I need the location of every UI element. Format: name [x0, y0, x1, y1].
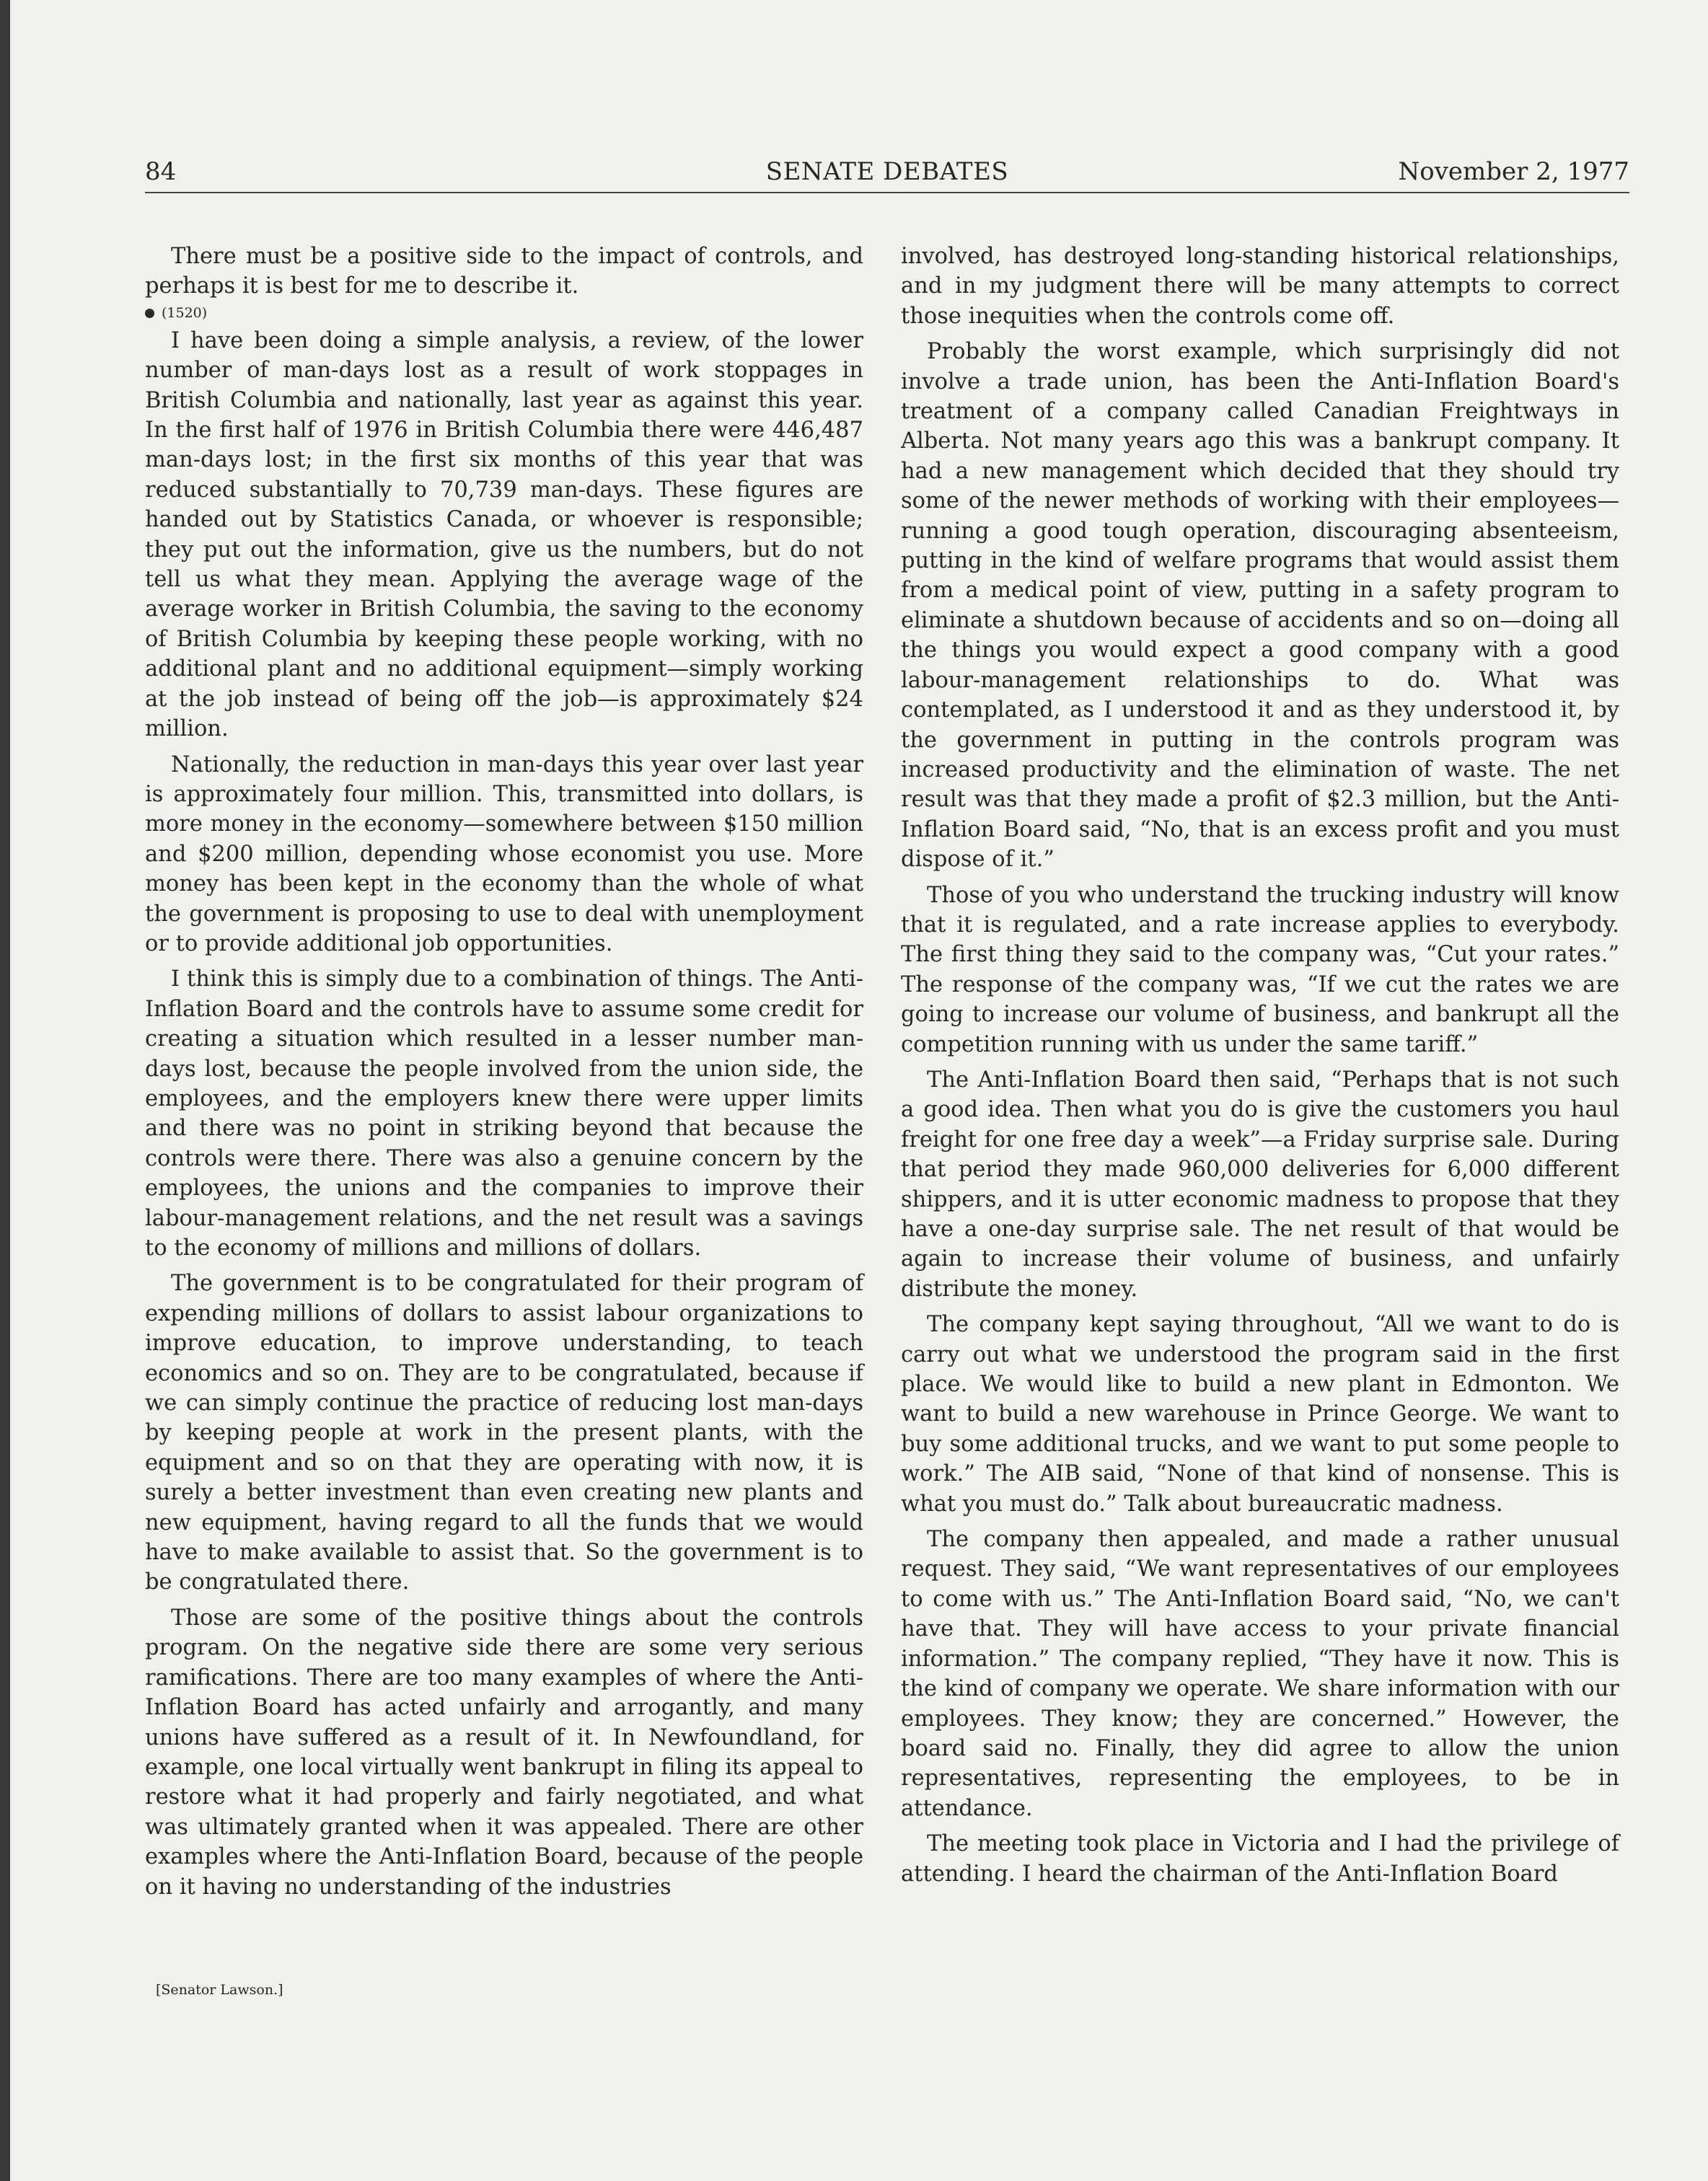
- paragraph: Those are some of the positive things about the controls program. On the negative side there are some very serious ramifications. There are too many examples of where the Anti-Inflation Board has acted unfairly and arrogantly, and many unions have suffered as a result of it. In Newfoundland, for example, one local virtually went bankrupt in filing its appeal to restore what it had properly and fairly negotiated, and what was ultimately granted when it was appealed. There are other examples where the Anti-Inflation Board, because of the people on it having no understanding of the industries: [145, 1605, 863, 1900]
- paragraph: I think this is simply due to a combination of things. The Anti-Inflation Board and the controls have to assume some credit for creating a situation which resulted in a lesser number man-days lost, because the people involved from the union side, the employees, and the employers knew there were upper limits and there was no point in striking beyond that because the controls were there. There was also a genuine concern by the employees, the unions and the companies to improve their labour-management relations, and the net result was a savings to the economy of millions and millions of dollars.: [145, 966, 863, 1261]
- time-marker-text: (1520): [162, 304, 208, 321]
- paragraph: The company then appealed, and made a rather unusual request. They said, “We want representatives of our employees to come with us.” The Anti-Inflation Board said, “No, we can't have that. They will have access to your private financial information.” The company replied, “They have it now. This is the kind of company we operate. We share information with our employees. They know; they are concerned.” However, the board said no. Finally, they did agree to allow the union representatives, representing the employees, to be in attendance.: [901, 1527, 1619, 1821]
- paragraph: Those of you who understand the trucking industry will know that it is regulated, and a rate increase applies to everybody. The first thing they said to the company was, “Cut your rates.” The response of the company was, “If we cut the rates we are going to increase our volume of business, and bankrupt all the competition running with us under the same tariff.”: [901, 882, 1619, 1057]
- paragraph: The Anti-Inflation Board then said, “Perhaps that is not such a good idea. Then what you do is give the customers you haul freight for one free day a week”—a Friday surprise sale. During that period they made 960,000 deliveries for 6,000 different shippers, and it is utter economic madness to propose that they have a one-day surprise sale. The net result of that would be again to increase their volume of business, and unfairly distribute the money.: [901, 1067, 1619, 1302]
- paragraph: involved, has destroyed long-standing historical relationships, and in my judgment there will be many attempts to correct those inequities when the controls come off.: [901, 244, 1619, 329]
- bullet-icon: [145, 309, 154, 318]
- scan-edge: [0, 0, 10, 2181]
- paragraph: Nationally, the reduction in man-days this year over last year is approximately four million. This, transmitted into dollars, is more money in the economy—somewhere between $150 million and $200 million, depending whose economist you use. More money has been kept in the economy than the whole of what the government is proposing to use to deal with unemployment or to provide additional job opportunities.: [145, 752, 863, 956]
- header-date: November 2, 1977: [1398, 157, 1629, 186]
- paragraph: Probably the worst example, which surprisingly did not involve a trade union, has been the Anti-Inflation Board's treatment of a company called Canadian Freightways in Alberta. Not many years ago this was a bankrupt company. It had a new management which decided that they should try some of the newer methods of working with their employees—running a good tough operation, discouraging absenteeism, putting in the kind of welfare programs that would assist them from a medical point of view, putting in a safety program to eliminate a shutdown because of accidents and so on—doing all the things you would expect a good company with a good labour-management relationships to do. What was contemplated, as I understood it and as they understood it, by the government in putting in the controls program was increased productivity and the elimination of waste. The net result was that they made a profit of $2.3 million, but the Anti-Inflation Board said, “No, that is an excess profit and you must dispose of it.”: [901, 339, 1619, 873]
- paragraph: There must be a positive side to the impact of controls, and perhaps it is best for me to describe it.: [145, 244, 863, 299]
- paragraph: The meeting took place in Victoria and I had the privilege of attending. I heard the chairman of the Anti-Inflation Board: [901, 1831, 1619, 1887]
- page-number: 84: [145, 157, 177, 186]
- paragraph: The company kept saying throughout, “All we want to do is carry out what we understood the program said in the first place. We would like to build a new plant in Edmonton. We want to build a new warehouse in Prince George. We want to buy some additional trucks, and we want to put some people to work.” The AIB said, “None of that kind of nonsense. This is what you must do.” Talk about bureaucratic madness.: [901, 1312, 1619, 1517]
- page-header: [145, 157, 1629, 193]
- left-column: [145, 242, 863, 1902]
- time-marker: [145, 303, 863, 323]
- paragraph: I have been doing a simple analysis, a review, of the lower number of man-days lost as a result of work stoppages in British Columbia and nationally, last year as against this year. In the first half of 1976 in British Columbia there were 446,487 man-days lost; in the first six months of this year that was reduced substantially to 70,739 man-days. These figures are handed out by Statistics Canada, or whoever is responsible; they put out the information, give us the numbers, but do not tell us what they mean. Applying the average wage of the average worker in British Columbia, the saving to the economy of British Columbia by keeping these people working, with no additional plant and no additional equipment—simply working at the job instead of being off the job—is approximately $24 million.: [145, 327, 863, 742]
- right-column: [901, 242, 1619, 1889]
- running-title: SENATE DEBATES: [765, 157, 1009, 186]
- paragraph: The government is to be congratulated for their program of expending millions of dollars to assist labour organizations to improve education, to improve understanding, to teach economics and so on. They are to be congratulated, because if we can simply continue the practice of reducing lost man-days by keeping people at work in the present plants, with the equipment and so on that they are operating with now, it is surely a better investment than even creating new plants and new equipment, having regard to all the funds that we would have to make available to assist that. So the government is to be congratulated there.: [145, 1271, 863, 1595]
- speaker-attribution: [Senator Lawson.]: [156, 1982, 283, 1998]
- header-rule: [145, 192, 1629, 193]
